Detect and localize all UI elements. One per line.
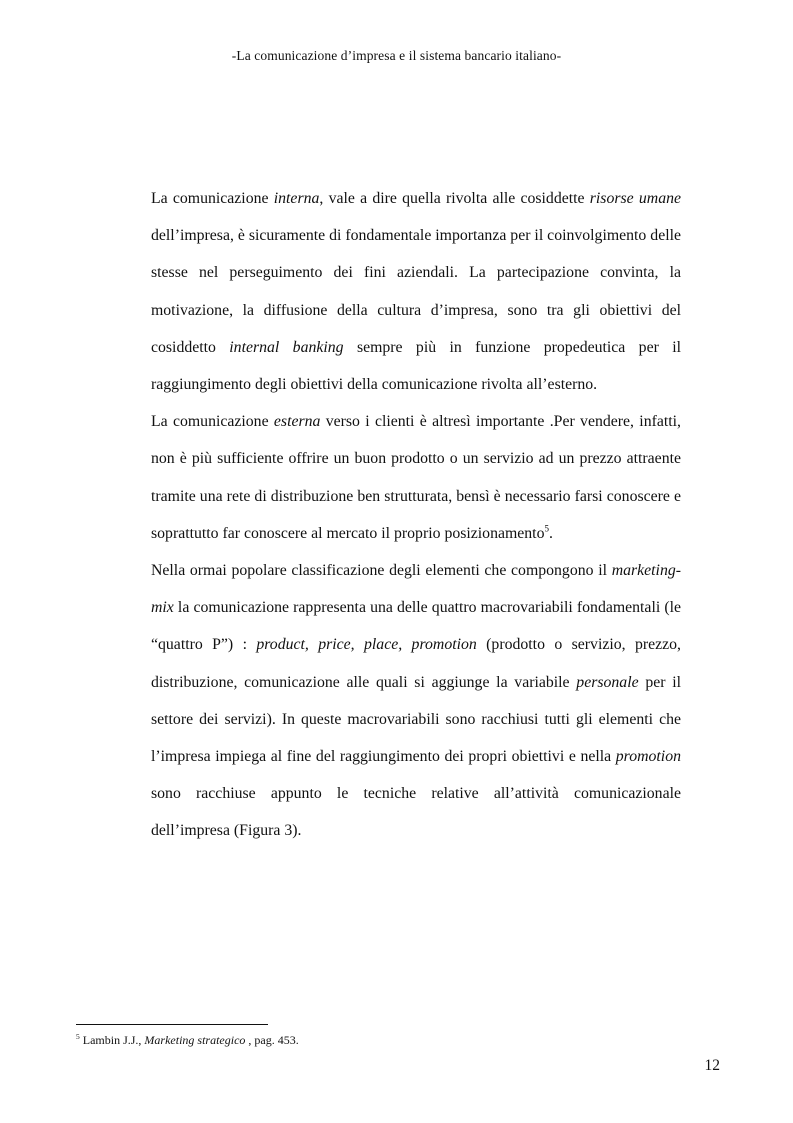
text-run: , vale a dire quella rivolta alle cosiddette bbox=[319, 190, 590, 207]
italic-term: product, price, place, promotion bbox=[256, 636, 477, 654]
text-run: dell’impresa, è sicuramente di fondamentale importanza per il coinvolgimento delle stesse nel perseguimento dei fini aziendali. La partecipazione convinta, la motivazione, la diffusione della cultura d’impresa, sono tra gli obiettivi del cosiddetto bbox=[151, 227, 681, 356]
footnote-title: Marketing strategico bbox=[144, 1033, 246, 1047]
text-run: (prodotto o servizio, prezzo, distribuzione, comunicazione alle quali si aggiunge la variabile bbox=[151, 636, 681, 691]
italic-term: esterna bbox=[273, 413, 321, 431]
text-run: sono racchiuse appunto le tecniche relative all’attività comunicazionale dell’impresa (Figura 3). bbox=[151, 785, 681, 840]
text-run: . bbox=[548, 524, 553, 542]
paragraph-external-communication bbox=[151, 403, 681, 552]
body-text bbox=[151, 180, 681, 850]
footnote bbox=[76, 1032, 299, 1048]
text-run: verso i clienti è altresì importante .Per vendere, infatti, non è più sufficiente offrire un buon prodotto o un servizio ad un prezzo attraente tramite una rete di distribuzione ben strutturata, bensì è necessario farsi conoscere e soprattutto far conoscere al mercato il proprio posizionamento bbox=[151, 413, 681, 542]
page-number: 12 bbox=[704, 1057, 720, 1074]
footnote-reference[interactable]: 5 bbox=[544, 523, 549, 534]
footnote-pages: , pag. 453. bbox=[245, 1033, 299, 1047]
italic-term: internal banking bbox=[229, 338, 344, 356]
paragraph-marketing-mix bbox=[151, 552, 681, 850]
paragraph-internal-communication bbox=[151, 180, 681, 403]
italic-term: promotion bbox=[615, 748, 681, 766]
italic-term: interna bbox=[273, 190, 320, 207]
italic-term: marketing-mix bbox=[151, 562, 681, 617]
italic-term: risorse umane bbox=[589, 190, 682, 207]
text-run: sempre più in funzione propedeutica per il raggiungimento degli obiettivi della comunicazione rivolta all’esterno. bbox=[151, 338, 681, 394]
running-header: -La comunicazione d’impresa e il sistema bancario italiano- bbox=[231, 48, 562, 63]
footnote-separator bbox=[76, 1024, 268, 1025]
text-run: per il settore dei servizi). In queste macrovariabili sono racchiusi tutti gli elementi che l’impresa impiega al fine del raggiungimento dei propri obiettivi e nella bbox=[151, 673, 681, 766]
text-run: La comunicazione bbox=[151, 190, 274, 207]
text-run: La comunicazione bbox=[151, 413, 274, 431]
text-run: la comunicazione rappresenta una delle quattro macrovariabili fondamentali (le “quattro P”) : bbox=[151, 599, 681, 654]
italic-term: personale bbox=[576, 673, 639, 691]
text-run: Nella ormai popolare classificazione degli elementi che compongono il bbox=[151, 562, 612, 580]
footnote-author: Lambin J.J., bbox=[79, 1033, 145, 1047]
footnote-number: 5 bbox=[76, 1032, 80, 1041]
